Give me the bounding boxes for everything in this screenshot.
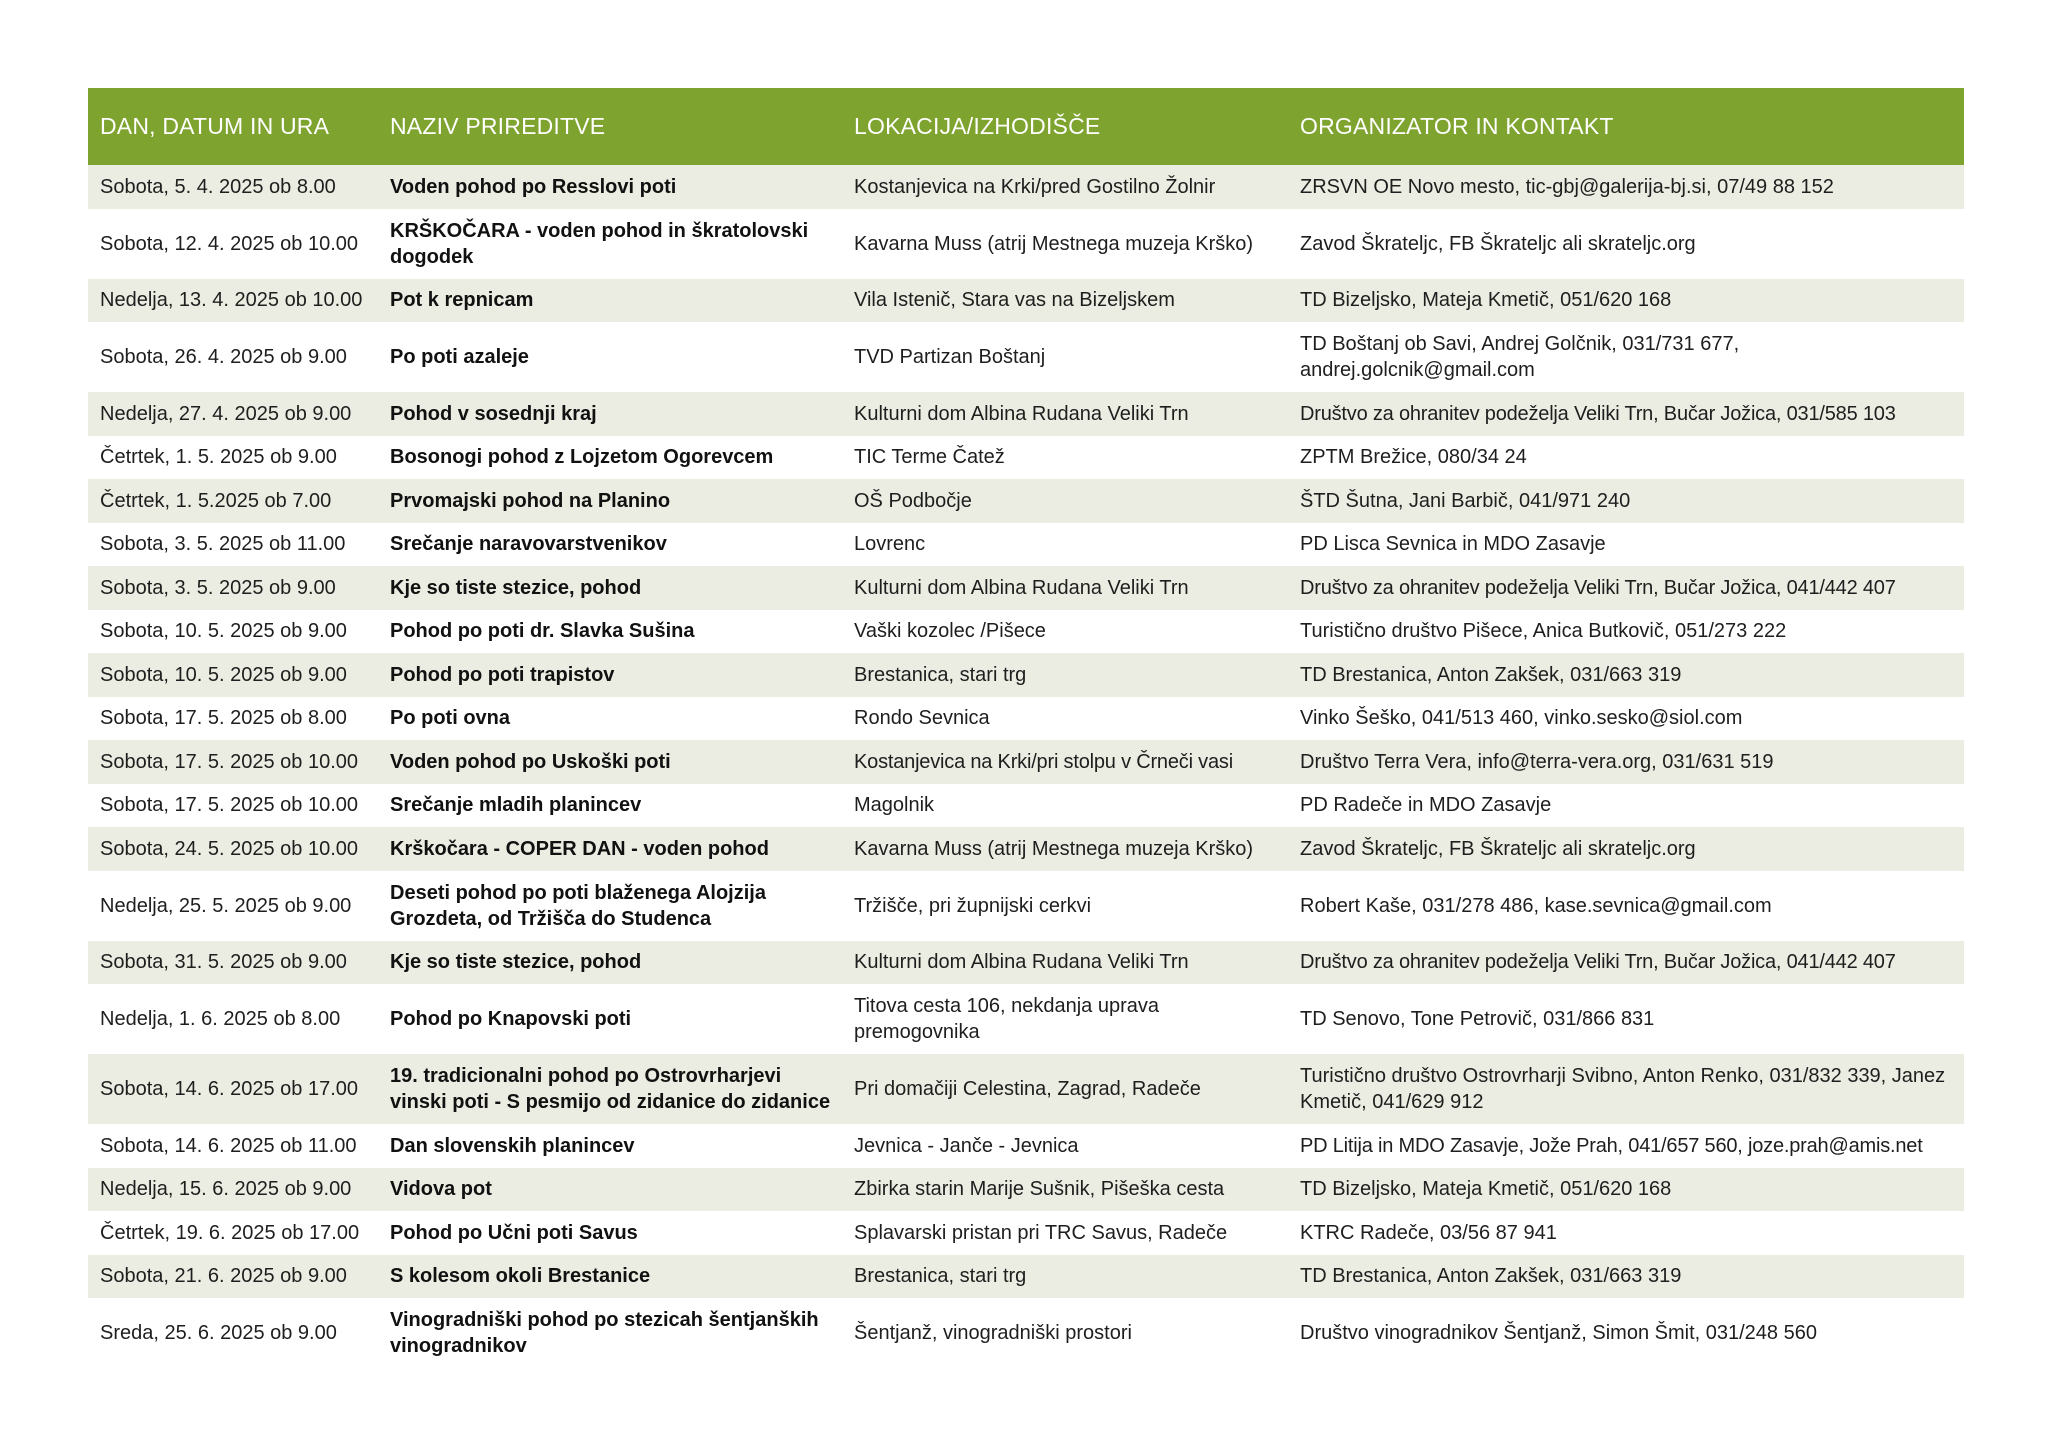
cell-location: Šentjanž, vinogradniški prostori xyxy=(854,1322,1132,1344)
cell-organizer: TD Brestanica, Anton Zakšek, 031/663 319 xyxy=(1300,663,1682,686)
cell-organizer: Zavod Škrateljc, FB Škrateljc ali skrateljc.org xyxy=(1300,837,1696,860)
cell-organizer: Društvo za ohranitev podeželja Veliki Trn, Bučar Jožica, 041/442 407 xyxy=(1300,576,1896,599)
cell-date: Sobota, 3. 5. 2025 ob 9.00 xyxy=(100,576,336,599)
cell-name: Voden pohod po Uskoški poti xyxy=(390,750,671,773)
cell-name: Pohod po poti dr. Slavka Sušina xyxy=(390,620,695,643)
cell-date: Četrtek, 1. 5. 2025 ob 9.00 xyxy=(100,446,337,469)
cell-date: Sobota, 5. 4. 2025 ob 8.00 xyxy=(100,175,336,198)
cell-location: Kostanjevica na Krki/pri stolpu v Črneči vasi xyxy=(854,750,1233,773)
cell-location: TVD Partizan Boštanj xyxy=(854,346,1046,368)
table-row xyxy=(88,479,1964,523)
cell-name: S kolesom okoli Brestanice xyxy=(390,1265,651,1288)
cell-location: Jevnica - Janče - Jevnica xyxy=(854,1134,1079,1157)
table-row xyxy=(88,1255,1964,1299)
table-row xyxy=(88,984,1964,1054)
cell-organizer: PD Radeče in MDO Zasavje xyxy=(1300,794,1552,817)
cell-date: Četrtek, 19. 6. 2025 ob 17.00 xyxy=(100,1221,360,1244)
cell-location: Kavarna Muss (atrij Mestnega muzeja Krško) xyxy=(854,232,1254,255)
cell-location: TIC Terme Čatež xyxy=(854,446,1005,469)
cell-organizer: PD Lisca Sevnica in MDO Zasavje xyxy=(1300,533,1606,556)
cell-location: Brestanica, stari trg xyxy=(854,663,1027,686)
table-row xyxy=(88,322,1964,392)
table-row xyxy=(88,523,1964,567)
table-row xyxy=(88,209,1964,279)
cell-name: 19. tradicionalni pohod po Ostrovrharjevi vinski poti - S pesmijo od zidanice do zidanice xyxy=(390,1065,831,1113)
table-row xyxy=(88,165,1964,209)
cell-location: Kulturni dom Albina Rudana Veliki Trn xyxy=(854,951,1189,974)
cell-name: Bosonogi pohod z Lojzetom Ogorevcem xyxy=(390,446,774,469)
cell-date: Sobota, 26. 4. 2025 ob 9.00 xyxy=(100,346,347,368)
table-body xyxy=(88,165,1964,1368)
cell-date: Sobota, 10. 5. 2025 ob 9.00 xyxy=(100,620,347,643)
table-row xyxy=(88,740,1964,784)
cell-location: Kostanjevica na Krki/pred Gostilno Žolnir xyxy=(854,175,1216,198)
cell-date: Sobota, 21. 6. 2025 ob 9.00 xyxy=(100,1265,347,1288)
cell-organizer: Zavod Škrateljc, FB Škrateljc ali skrateljc.org xyxy=(1300,232,1696,255)
cell-organizer: TD Senovo, Tone Petrovič, 031/866 831 xyxy=(1300,1008,1655,1030)
cell-organizer: TD Brestanica, Anton Zakšek, 031/663 319 xyxy=(1300,1265,1682,1288)
header-name: NAZIV PRIREDITVE xyxy=(390,113,606,139)
table-row xyxy=(88,610,1964,654)
cell-name: Pohod v sosednji kraj xyxy=(390,402,597,425)
cell-organizer: PD Litija in MDO Zasavje, Jože Prah, 041/657 560, joze.prah@amis.net xyxy=(1300,1134,1923,1157)
cell-name: Kje so tiste stezice, pohod xyxy=(390,951,642,974)
cell-organizer: Turistično društvo Pišece, Anica Butkovič, 051/273 222 xyxy=(1300,620,1787,643)
table-row xyxy=(88,1298,1964,1368)
cell-date: Nedelja, 25. 5. 2025 ob 9.00 xyxy=(100,894,352,917)
table-row xyxy=(88,1211,1964,1255)
table-row xyxy=(88,436,1964,480)
cell-date: Nedelja, 1. 6. 2025 ob 8.00 xyxy=(100,1008,341,1030)
cell-name: KRŠKOČARA - voden pohod in škratolovski dogodek xyxy=(390,219,809,268)
header-organizer: ORGANIZATOR IN KONTAKT xyxy=(1300,113,1614,139)
cell-name: Kje so tiste stezice, pohod xyxy=(390,576,642,599)
cell-organizer: Društvo Terra Vera, info@terra-vera.org, 031/631 519 xyxy=(1300,750,1774,773)
cell-date: Četrtek, 1. 5.2025 ob 7.00 xyxy=(100,489,332,512)
cell-location: Vila Istenič, Stara vas na Bizeljskem xyxy=(854,289,1175,312)
header-date: DAN, DATUM IN URA xyxy=(100,113,330,139)
cell-organizer: ZRSVN OE Novo mesto, tic-gbj@galerija-bj.si, 07/49 88 152 xyxy=(1300,175,1834,198)
cell-organizer: Turistično društvo Ostrovrharji Svibno, Anton Renko, 031/832 339, Janez Kmetič, 041/629 912 xyxy=(1300,1065,1946,1113)
cell-location: Tržišče, pri župnijski cerkvi xyxy=(854,894,1092,917)
header-location: LOKACIJA/IZHODIŠČE xyxy=(854,113,1101,139)
cell-name: Pot k repnicam xyxy=(390,289,534,312)
cell-organizer: Društvo za ohranitev podeželja Veliki Trn, Bučar Jožica, 031/585 103 xyxy=(1300,402,1896,425)
cell-organizer: TD Bizeljsko, Mateja Kmetič, 051/620 168 xyxy=(1300,289,1672,312)
cell-location: Kavarna Muss (atrij Mestnega muzeja Krško) xyxy=(854,837,1254,860)
cell-date: Sobota, 31. 5. 2025 ob 9.00 xyxy=(100,951,347,974)
cell-date: Sobota, 17. 5. 2025 ob 8.00 xyxy=(100,707,347,730)
cell-organizer: TD Boštanj ob Savi, Andrej Golčnik, 031/731 677, andrej.golcnik@gmail.com xyxy=(1300,333,1740,381)
cell-name: Pohod po Učni poti Savus xyxy=(390,1221,638,1244)
table-row xyxy=(88,827,1964,871)
cell-organizer: Društvo za ohranitev podeželja Veliki Trn, Bučar Jožica, 041/442 407 xyxy=(1300,951,1896,974)
cell-location: Lovrenc xyxy=(854,533,926,556)
events-table xyxy=(88,88,1964,1368)
cell-name: Voden pohod po Resslovi poti xyxy=(390,175,677,198)
cell-organizer: ZPTM Brežice, 080/34 24 xyxy=(1300,446,1527,469)
table-row xyxy=(88,697,1964,741)
cell-location: Rondo Sevnica xyxy=(854,707,990,730)
cell-location: Pri domačiji Celestina, Zagrad, Radeče xyxy=(854,1078,1201,1100)
cell-organizer: Vinko Šeško, 041/513 460, vinko.sesko@siol.com xyxy=(1300,707,1743,730)
table-row xyxy=(88,941,1964,985)
cell-organizer: ŠTD Šutna, Jani Barbič, 041/971 240 xyxy=(1300,489,1631,512)
table-row xyxy=(88,784,1964,828)
table-row xyxy=(88,279,1964,323)
cell-name: Vidova pot xyxy=(390,1178,492,1201)
cell-name: Prvomajski pohod na Planino xyxy=(390,489,671,512)
cell-date: Sobota, 24. 5. 2025 ob 10.00 xyxy=(100,837,358,860)
table-row xyxy=(88,653,1964,697)
cell-date: Nedelja, 15. 6. 2025 ob 9.00 xyxy=(100,1178,352,1201)
cell-name: Po poti ovna xyxy=(390,707,510,730)
cell-location: OŠ Podbočje xyxy=(854,489,972,512)
cell-organizer: Robert Kaše, 031/278 486, kase.sevnica@gmail.com xyxy=(1300,894,1772,917)
cell-location: Magolnik xyxy=(854,794,935,817)
cell-date: Sobota, 14. 6. 2025 ob 11.00 xyxy=(100,1134,357,1157)
cell-date: Nedelja, 27. 4. 2025 ob 9.00 xyxy=(100,402,352,425)
table-row xyxy=(88,1054,1964,1124)
cell-organizer: KTRC Radeče, 03/56 87 941 xyxy=(1300,1221,1557,1244)
cell-location: Kulturni dom Albina Rudana Veliki Trn xyxy=(854,402,1189,425)
cell-location: Vaški kozolec /Pišece xyxy=(854,620,1046,643)
cell-location: Splavarski pristan pri TRC Savus, Radeče xyxy=(854,1221,1228,1244)
table-row xyxy=(88,1168,1964,1212)
table-row xyxy=(88,871,1964,941)
header-row xyxy=(88,88,1964,165)
cell-date: Sobota, 12. 4. 2025 ob 10.00 xyxy=(100,232,358,255)
cell-name: Srečanje mladih planincev xyxy=(390,794,642,817)
cell-name: Krškočara - COPER DAN - voden pohod xyxy=(390,837,769,860)
table-row xyxy=(88,392,1964,436)
table-row xyxy=(88,1124,1964,1168)
cell-date: Sobota, 14. 6. 2025 ob 17.00 xyxy=(100,1078,358,1100)
cell-organizer: Društvo vinogradnikov Šentjanž, Simon Šmit, 031/248 560 xyxy=(1300,1322,1817,1344)
cell-name: Pohod po poti trapistov xyxy=(390,663,615,686)
cell-name: Pohod po Knapovski poti xyxy=(390,1008,632,1030)
cell-name: Vinogradniški pohod po stezicah šentjanških vinogradnikov xyxy=(390,1309,819,1357)
cell-date: Nedelja, 13. 4. 2025 ob 10.00 xyxy=(100,289,363,312)
cell-location: Zbirka starin Marije Sušnik, Pišeška cesta xyxy=(854,1178,1225,1201)
cell-date: Sobota, 10. 5. 2025 ob 9.00 xyxy=(100,663,347,686)
cell-date: Sobota, 17. 5. 2025 ob 10.00 xyxy=(100,750,358,773)
table-row xyxy=(88,566,1964,610)
cell-name: Po poti azaleje xyxy=(390,346,529,368)
cell-date: Sobota, 17. 5. 2025 ob 10.00 xyxy=(100,794,358,817)
cell-date: Sobota, 3. 5. 2025 ob 11.00 xyxy=(100,533,346,556)
cell-name: Srečanje naravovarstvenikov xyxy=(390,533,667,556)
cell-name: Deseti pohod po poti blaženega Alojzija Grozdeta, od Tržišča do Studenca xyxy=(390,881,766,930)
cell-location: Titova cesta 106, nekdanja uprava premogovnika xyxy=(854,995,1160,1043)
cell-organizer: TD Bizeljsko, Mateja Kmetič, 051/620 168 xyxy=(1300,1178,1672,1201)
cell-name: Dan slovenskih planincev xyxy=(390,1134,635,1157)
table-header xyxy=(88,88,1964,165)
cell-location: Kulturni dom Albina Rudana Veliki Trn xyxy=(854,576,1189,599)
cell-date: Sreda, 25. 6. 2025 ob 9.00 xyxy=(100,1322,337,1344)
cell-location: Brestanica, stari trg xyxy=(854,1265,1027,1288)
